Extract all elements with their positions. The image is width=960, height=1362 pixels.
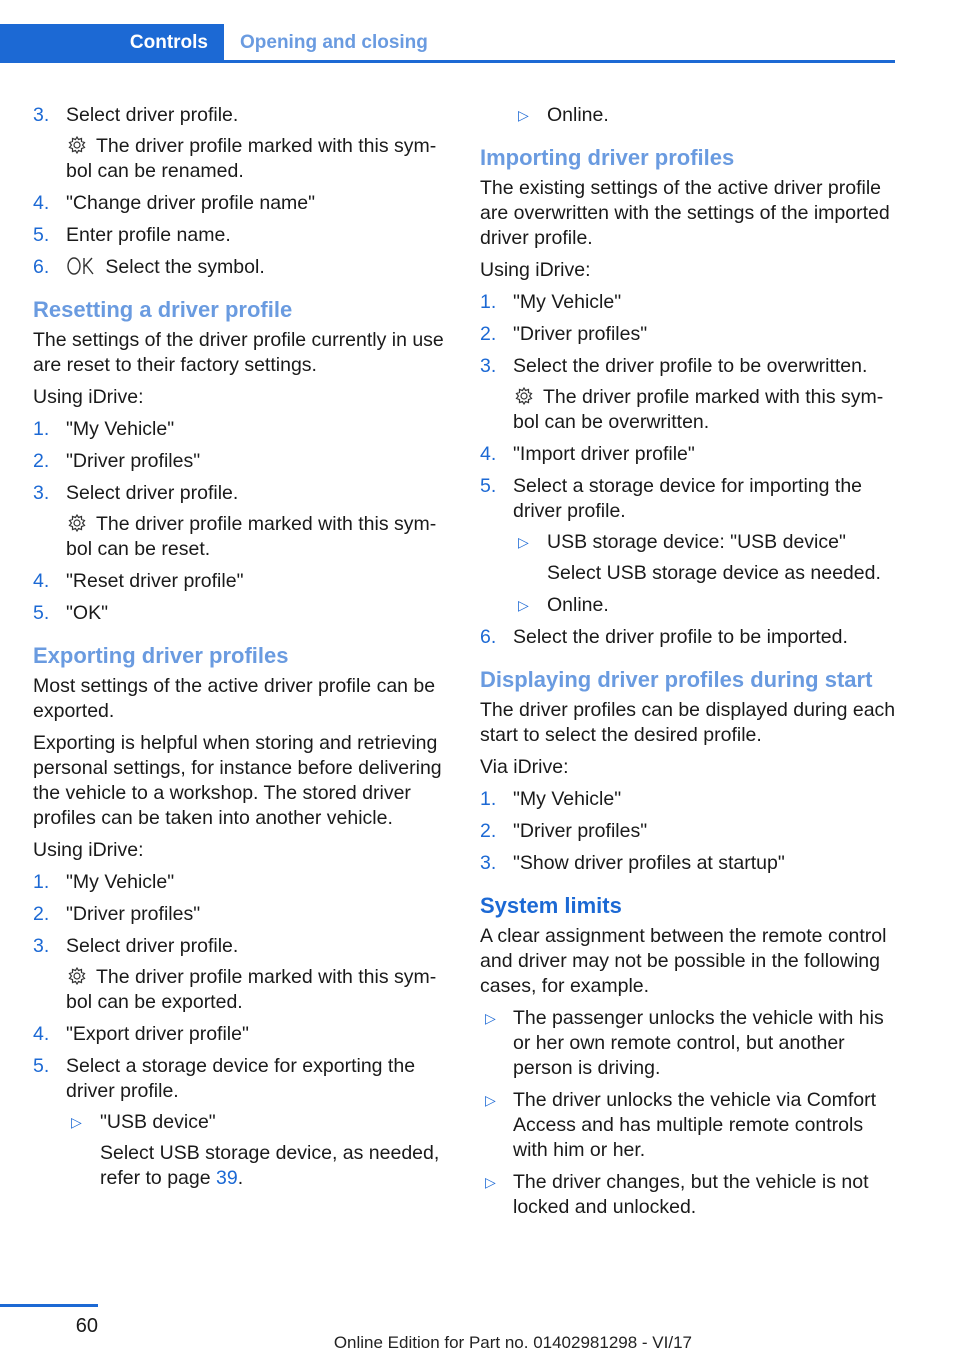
list-item xyxy=(33,223,448,248)
step-number: 3. xyxy=(33,482,50,504)
step-text: "Export driver profile" xyxy=(66,1023,249,1045)
display-steps xyxy=(480,787,896,876)
step-text: "Driver profiles" xyxy=(66,450,201,472)
step-number: 3. xyxy=(33,104,50,126)
step-number: 6. xyxy=(480,626,497,648)
note-text: The driver profile marked with this symbol can be exported. xyxy=(66,966,437,1013)
list-item xyxy=(480,851,896,876)
step-number: 2. xyxy=(33,903,50,925)
step-text: Enter profile name. xyxy=(66,224,231,246)
tab-opening-and-closing[interactable]: Opening and closing xyxy=(240,32,428,53)
triangle-bullet-icon: ▷ xyxy=(71,1114,82,1130)
triangle-bullet-icon: ▷ xyxy=(518,534,529,550)
page-number-bar xyxy=(0,1304,98,1307)
rename-steps xyxy=(33,103,448,280)
limit-text: The driver changes, but the vehicle is not locked and unlocked. xyxy=(513,1171,869,1218)
step-number: 4. xyxy=(33,192,50,214)
page-number: 60 xyxy=(75,1315,98,1337)
step-text: "Show driver profiles at startup" xyxy=(513,852,785,874)
import-steps xyxy=(480,290,896,650)
list-item xyxy=(66,1110,448,1191)
step-text: Select a storage device for exporting the driver profile. xyxy=(66,1055,416,1102)
list-item xyxy=(33,449,448,474)
list-item xyxy=(33,255,448,280)
step-number: 1. xyxy=(480,788,497,810)
step-number: 4. xyxy=(480,443,497,465)
paragraph: Via iDrive: xyxy=(480,756,569,778)
heading-importing: Importing driver profiles xyxy=(480,145,735,170)
heading-system-limits: System limits xyxy=(480,893,622,918)
import-sub-list xyxy=(513,530,896,618)
step-text: Select driver profile. xyxy=(66,935,239,957)
step-number: 1. xyxy=(480,291,497,313)
list-item xyxy=(33,870,448,895)
step-number: 6. xyxy=(33,256,50,278)
paragraph: Using iDrive: xyxy=(33,839,144,861)
sub-text: USB storage device: "USB device" xyxy=(547,531,846,553)
triangle-bullet-icon: ▷ xyxy=(485,1092,496,1108)
list-item xyxy=(33,601,448,626)
gear-icon xyxy=(513,386,539,406)
list-item xyxy=(33,902,448,927)
gear-icon xyxy=(66,135,92,155)
list-item xyxy=(33,934,448,1015)
sub-text: Online. xyxy=(547,594,609,616)
step-text: "Driver profiles" xyxy=(66,903,201,925)
gear-icon xyxy=(66,966,92,986)
step-text: "Import driver profile" xyxy=(513,443,695,465)
list-item xyxy=(480,322,896,347)
list-item xyxy=(480,819,896,844)
paragraph: Using iDrive: xyxy=(480,259,591,281)
step-number: 2. xyxy=(480,323,497,345)
step-text: Select the driver profile to be imported. xyxy=(513,626,848,648)
limit-text: The passenger unlocks the vehicle with his or her own remote control, but another person is driving. xyxy=(513,1007,884,1079)
step-number: 5. xyxy=(33,224,50,246)
sub-text: Online. xyxy=(547,104,609,126)
triangle-bullet-icon: ▷ xyxy=(518,107,529,123)
heading-exporting: Exporting driver profiles xyxy=(33,643,289,668)
step-text: "Driver profiles" xyxy=(513,323,648,345)
reset-steps xyxy=(33,417,448,626)
step-text: "Change driver profile name" xyxy=(66,192,316,214)
step-number: 2. xyxy=(33,450,50,472)
list-item xyxy=(480,625,896,650)
page-link[interactable]: 39 xyxy=(216,1167,238,1189)
sub-note: Select USB storage device as needed. xyxy=(547,562,881,584)
paragraph: Using iDrive: xyxy=(33,386,144,408)
step-text: "My Vehicle" xyxy=(66,418,175,440)
step-number: 1. xyxy=(33,871,50,893)
step-text: "My Vehicle" xyxy=(66,871,175,893)
step-number: 1. xyxy=(33,418,50,440)
step-number: 5. xyxy=(33,1055,50,1077)
export-sub-list xyxy=(66,1110,448,1191)
list-item xyxy=(33,103,448,184)
step-text: Select driver profile. xyxy=(66,104,239,126)
list-item xyxy=(480,290,896,315)
step-number: 3. xyxy=(480,355,497,377)
footer-edition: Online Edition for Part no. 01402981298 - VI/17 xyxy=(333,1333,692,1352)
list-item xyxy=(513,530,896,586)
triangle-bullet-icon: ▷ xyxy=(518,597,529,613)
list-item xyxy=(480,1088,896,1163)
note-text: The driver profile marked with this symbol can be overwritten. xyxy=(513,386,884,433)
step-text: "Reset driver profile" xyxy=(66,570,244,592)
paragraph: The driver profiles can be displayed during each start to select the desired profile. xyxy=(480,699,896,746)
list-item xyxy=(33,569,448,594)
note-text: Select USB storage device, as needed, refer to page xyxy=(100,1142,440,1189)
paragraph: The existing settings of the active driver profile are overwritten with the settings of the imported driver profile. xyxy=(480,177,890,249)
paragraph: Most settings of the active driver profile can be exported. xyxy=(33,675,436,722)
step-note xyxy=(513,385,896,435)
paragraph: A clear assignment between the remote control and driver may not be possible in the following cases, for example. xyxy=(480,925,887,997)
step-text: Select the driver profile to be overwritten. xyxy=(513,355,868,377)
step-text: Select the symbol. xyxy=(105,256,265,278)
limits-list xyxy=(480,1006,896,1220)
tab-controls[interactable]: Controls xyxy=(0,24,224,60)
step-number: 5. xyxy=(33,602,50,624)
continued-sub-list xyxy=(480,103,896,128)
step-number: 5. xyxy=(480,475,497,497)
step-note xyxy=(66,134,448,184)
gear-icon xyxy=(66,513,92,533)
list-item xyxy=(480,474,896,618)
note-text-end: . xyxy=(237,1167,244,1189)
heading-displaying: Displaying driver profiles during start xyxy=(480,667,873,692)
step-text: Select driver profile. xyxy=(66,482,239,504)
left-column xyxy=(33,103,448,1198)
note-text: The driver profile marked with this symbol can be renamed. xyxy=(66,135,437,182)
list-item xyxy=(33,191,448,216)
export-steps xyxy=(33,870,448,1191)
triangle-bullet-icon: ▷ xyxy=(485,1010,496,1026)
step-number: 2. xyxy=(480,820,497,842)
list-item xyxy=(480,442,896,467)
sub-note xyxy=(100,1141,448,1191)
list-item xyxy=(33,481,448,562)
step-note xyxy=(66,512,448,562)
list-item xyxy=(480,1006,896,1081)
note-text: The driver profile marked with this symbol can be reset. xyxy=(66,513,437,560)
sub-text: "USB device" xyxy=(100,1111,216,1133)
list-item xyxy=(480,103,896,128)
list-item xyxy=(33,417,448,442)
step-text: Select a storage device for importing the driver profile. xyxy=(513,475,863,522)
step-number: 3. xyxy=(480,852,497,874)
step-text: "My Vehicle" xyxy=(513,291,622,313)
step-number: 4. xyxy=(33,1023,50,1045)
list-item xyxy=(513,593,896,618)
step-note xyxy=(66,965,448,1015)
list-item xyxy=(33,1022,448,1047)
step-number: 3. xyxy=(33,935,50,957)
right-column xyxy=(480,103,896,1227)
list-item xyxy=(480,787,896,812)
list-item xyxy=(33,1054,448,1191)
step-text: "OK" xyxy=(66,602,109,624)
heading-resetting: Resetting a driver profile xyxy=(33,297,293,322)
chapter-tabbar xyxy=(0,24,895,63)
step-text: "My Vehicle" xyxy=(513,788,622,810)
list-item xyxy=(480,1170,896,1220)
ok-icon xyxy=(66,256,96,276)
triangle-bullet-icon: ▷ xyxy=(485,1174,496,1190)
paragraph: The settings of the driver profile currently in use are reset to their factory settings. xyxy=(33,329,444,376)
list-item xyxy=(480,354,896,435)
paragraph: Exporting is helpful when storing and retrieving personal settings, for instance before delivering the vehicle to a workshop. The stored driver profiles can be taken into another vehicle. xyxy=(33,732,442,829)
limit-text: The driver unlocks the vehicle via Comfort Access and has multiple remote controls with him or her. xyxy=(513,1089,877,1161)
step-text: "Driver profiles" xyxy=(513,820,648,842)
step-number: 4. xyxy=(33,570,50,592)
